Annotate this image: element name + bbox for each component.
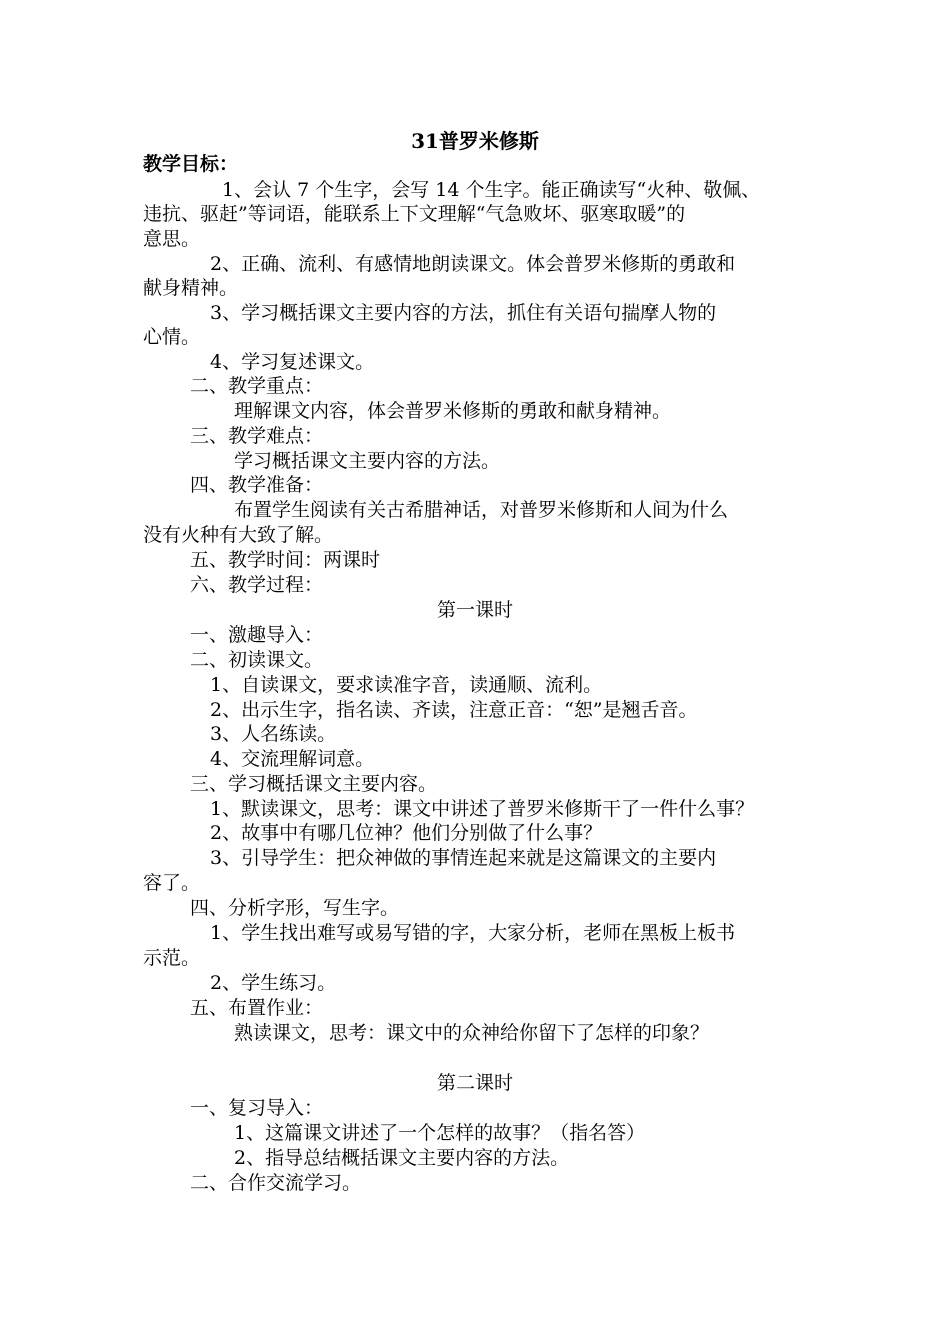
document-title: 31普罗米修斯 <box>411 129 539 153</box>
lesson-one-heading: 第一课时 <box>436 599 513 621</box>
key-points-text: 理解课文内容，体会普罗米修斯的勇敢和献身精神。 <box>234 400 672 422</box>
lesson-two-step-1: 一、复习导入： <box>190 1097 324 1119</box>
objective-3-line-1: 3、学习概括课文主要内容的方法，抓住有关语句揣摩人物的 <box>210 302 717 324</box>
objective-2-line-1: 2、正确、流利、有感情地朗读课文。体会普罗米修斯的勇敢和 <box>210 253 736 275</box>
section-preparation-heading: 四、教学准备： <box>190 474 324 496</box>
section-difficulties-heading: 三、教学难点： <box>190 425 324 447</box>
lesson-one-step-1: 一、激趣导入： <box>190 624 324 646</box>
lesson-one-step-3-item-3-line-2: 容了。 <box>143 872 201 894</box>
section-time-heading: 五、教学时间：两课时 <box>190 549 381 571</box>
lesson-two-heading: 第二课时 <box>436 1072 513 1094</box>
section-key-points-heading: 二、教学重点： <box>190 375 324 397</box>
lesson-two-step-1-item-2: 2、指导总结概括课文主要内容的方法。 <box>234 1147 570 1169</box>
lesson-one-step-2-item-2: 2、出示生字，指名读、齐读，注意正音：“恕”是翘舌音。 <box>210 699 698 721</box>
lesson-one-step-4-item-1-line-2: 示范。 <box>143 947 201 969</box>
objectives-heading: 教学目标： <box>143 153 239 175</box>
lesson-one-step-4: 四、分析字形，写生字。 <box>190 897 400 919</box>
lesson-two-step-1-item-1: 1、这篇课文讲述了一个怎样的故事？（指名答） <box>234 1122 646 1144</box>
lesson-one-step-4-item-1-line-1: 1、学生找出难写或易写错的字，大家分析，老师在黑板上板书 <box>210 922 736 944</box>
lesson-one-step-2-item-1: 1、自读课文，要求读准字音，读通顺、流利。 <box>210 674 603 696</box>
lesson-one-step-3: 三、学习概括课文主要内容。 <box>190 773 438 795</box>
lesson-one-step-2-item-3: 3、人名练读。 <box>210 723 337 745</box>
difficulties-text: 学习概括课文主要内容的方法。 <box>234 450 501 472</box>
section-process-heading: 六、教学过程： <box>190 574 324 596</box>
objective-2-line-2: 献身精神。 <box>143 277 239 299</box>
lesson-one-step-2: 二、初读课文。 <box>190 649 324 671</box>
objective-3-line-2: 心情。 <box>143 326 201 348</box>
lesson-two-step-2: 二、合作交流学习。 <box>190 1172 362 1194</box>
objective-1-line-2: 违抗、驱赶”等词语，能联系上下文理解“气急败坏、驱寒取暖”的 <box>143 203 686 225</box>
lesson-one-step-4-item-2: 2、学生练习。 <box>210 972 337 994</box>
objective-4: 4、学习复述课文。 <box>210 351 375 373</box>
objective-1-line-1: 1、会认 7 个生字，会写 14 个生字。能正确读写“火种、敬佩、 <box>222 179 761 201</box>
objective-1-line-3: 意思。 <box>143 228 201 250</box>
lesson-one-homework-text: 熟读课文，思考：课文中的众神给你留下了怎样的印象？ <box>234 1022 710 1044</box>
lesson-one-step-5: 五、布置作业： <box>190 997 324 1019</box>
preparation-text-line-2: 没有火种有大致了解。 <box>143 524 334 546</box>
preparation-text-line-1: 布置学生阅读有关古希腊神话，对普罗米修斯和人间为什么 <box>234 499 729 521</box>
lesson-one-step-3-item-3-line-1: 3、引导学生：把众神做的事情连起来就是这篇课文的主要内 <box>210 847 717 869</box>
lesson-one-step-3-item-1: 1、默读课文，思考：课文中讲述了普罗米修斯干了一件什么事？ <box>210 798 755 820</box>
lesson-one-step-2-item-4: 4、交流理解词意。 <box>210 748 375 770</box>
lesson-one-step-3-item-2: 2、故事中有哪几位神？他们分别做了什么事？ <box>210 822 603 844</box>
